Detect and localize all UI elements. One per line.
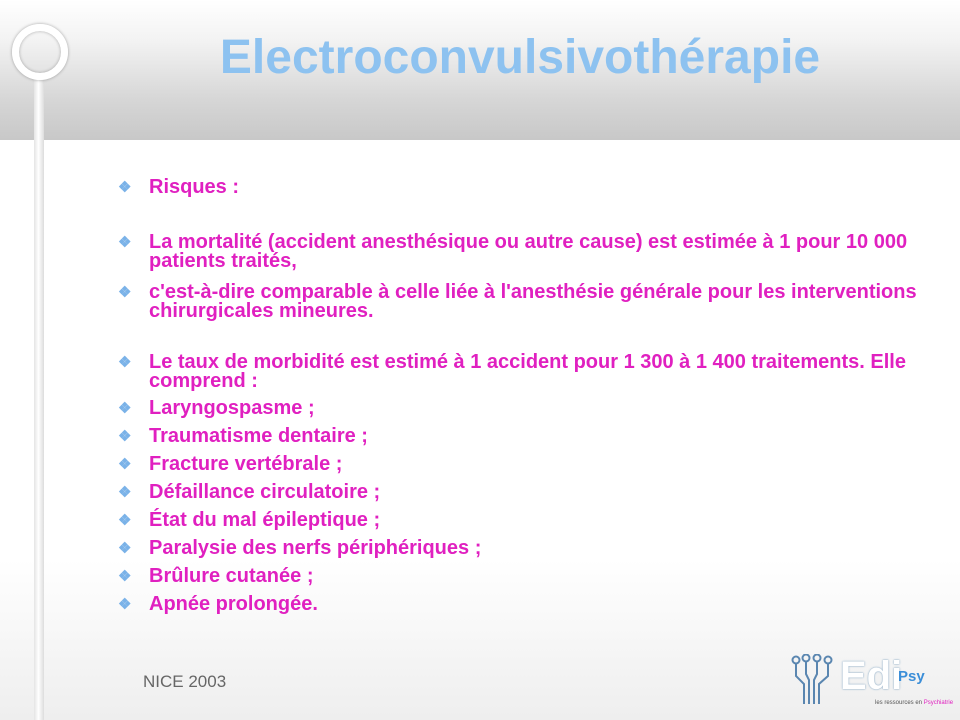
list-item-text: Fracture vertébrale ; xyxy=(149,453,343,475)
list-item-text: État du mal épileptique ; xyxy=(149,509,381,531)
list-item xyxy=(118,178,928,197)
list-item-text: Risques : xyxy=(149,176,240,198)
edipsy-logo xyxy=(790,652,954,712)
list-item xyxy=(118,511,928,530)
list-item xyxy=(118,539,928,558)
bullet-icon: ❖ xyxy=(118,354,132,371)
list-item-text: Traumatisme dentaire ; xyxy=(149,425,368,447)
list-item-text: La mortalité (accident anesthésique ou autre cause) est estimée à 1 pour 10 000 patients traités, xyxy=(149,231,908,272)
logo-tagline xyxy=(875,700,953,706)
list-item xyxy=(118,483,928,502)
bullet-icon: ❖ xyxy=(118,400,132,417)
list-item xyxy=(118,399,928,418)
list-item-text: Le taux de morbidité est estimé à 1 accident pour 1 300 à 1 400 traitements. Elle comprend : xyxy=(149,351,906,392)
bullet-icon: ❖ xyxy=(118,284,132,301)
bullet-list xyxy=(118,178,928,614)
list-item xyxy=(118,595,928,614)
bullet-icon: ❖ xyxy=(118,456,132,473)
bullet-icon: ❖ xyxy=(118,428,132,445)
list-item-text: c'est-à-dire comparable à celle liée à l'anesthésie générale pour les interventions chirurgicales mineures. xyxy=(149,281,917,322)
bullet-icon: ❖ xyxy=(118,512,132,529)
bullet-icon: ❖ xyxy=(118,568,132,585)
list-item-text: Laryngospasme ; xyxy=(149,397,315,419)
list-item xyxy=(118,567,928,586)
list-item-text: Paralysie des nerfs périphériques ; xyxy=(149,537,482,559)
bullet-icon: ❖ xyxy=(118,179,132,196)
bullet-icon: ❖ xyxy=(118,484,132,501)
list-item-text: Brûlure cutanée ; xyxy=(149,565,314,587)
slide-title: Electroconvulsivothérapie xyxy=(219,31,821,84)
list-item xyxy=(118,233,928,271)
list-item xyxy=(118,427,928,446)
bullet-icon: ❖ xyxy=(118,596,132,613)
circuit-icon xyxy=(790,654,838,706)
logo-name: Edi xyxy=(840,654,903,698)
logo-suffix: Psy xyxy=(898,668,925,685)
list-item xyxy=(118,283,928,321)
bullet-icon: ❖ xyxy=(118,540,132,557)
list-item-text: Apnée prolongée. xyxy=(149,593,318,615)
footer-source: NICE 2003 xyxy=(143,672,227,691)
logo-tagline-prefix: les ressources en xyxy=(875,700,923,706)
list-item xyxy=(118,353,928,391)
decorative-ring-icon xyxy=(12,24,68,80)
logo-tagline-highlight: Psychiatrie xyxy=(923,700,954,706)
list-item xyxy=(118,455,928,474)
list-item-text: Défaillance circulatoire ; xyxy=(149,481,381,503)
bullet-icon: ❖ xyxy=(118,234,132,251)
decorative-vertical-bar xyxy=(34,78,44,720)
